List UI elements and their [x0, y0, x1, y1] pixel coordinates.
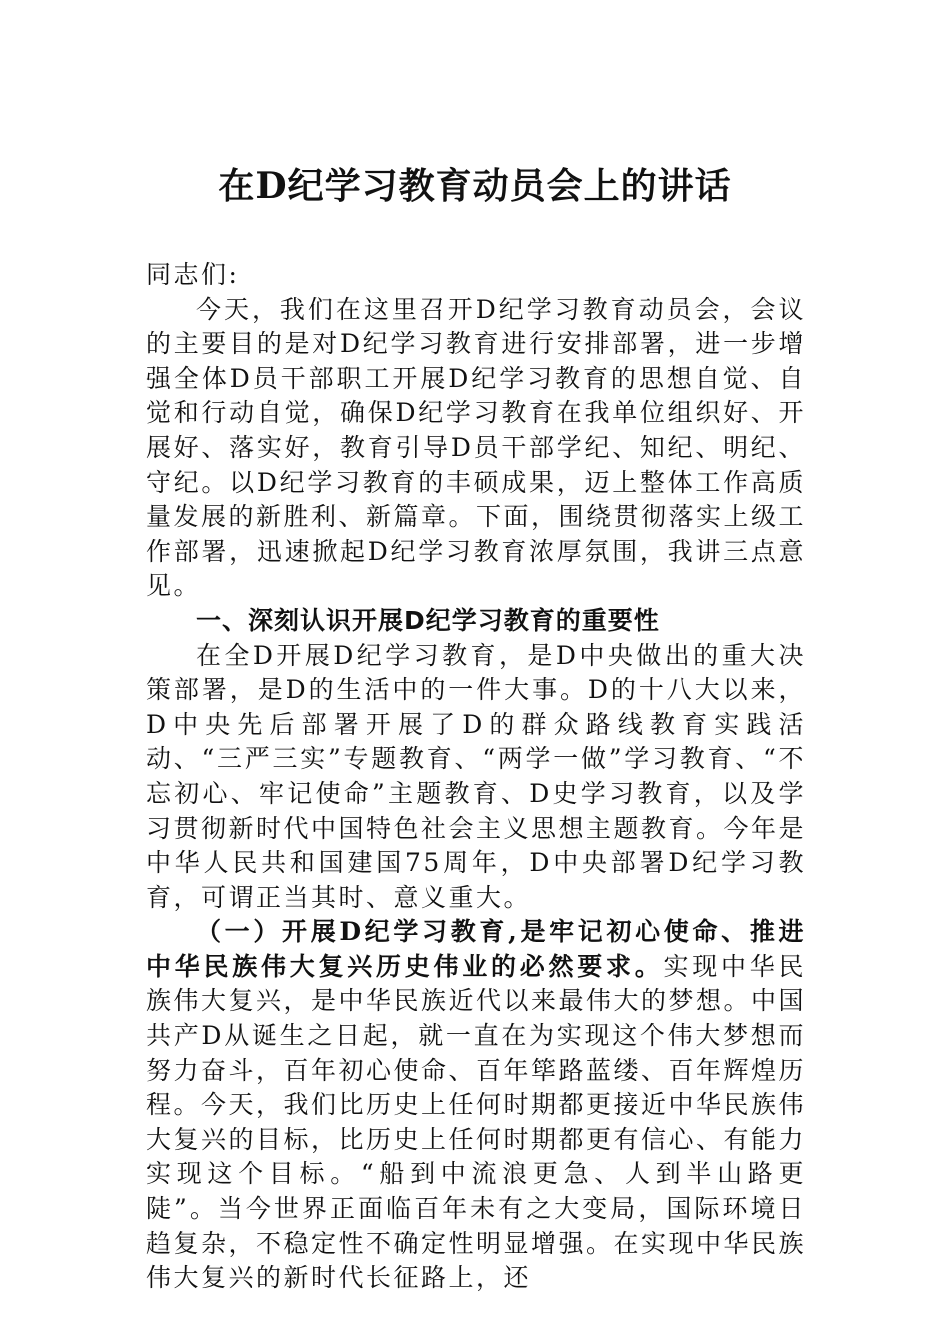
point-body: 实现中华民族伟大复兴，是中华民族近代以来最伟大的梦想。中国共产D从诞生之日起，就一直在为实现这个伟大梦想而努力奋斗，百年初心使命、百年筚路蓝缕、百年辉煌历程。今天，我们比历史上任何时期都更接近中华民族伟大复兴的目标，比历史上任何时期都更有信心、有能力实现这个目标。“船到中流浪更急、人到半山路更陡”。当今世界正面临百年未有之大变局，国际环境日趋复杂，不稳定性不确定性明显增强。在实现中华民族伟大复兴的新时代长征路上，还 — [146, 951, 807, 1293]
salutation: 同志们: — [146, 260, 240, 289]
document-title: 在D纪学习教育动员会上的讲话 — [218, 165, 732, 207]
opening-paragraph: 今天，我们在这里召开D纪学习教育动员会，会议的主要目的是对D纪学习教育进行安排部署，进一步增强全体D员干部职工开展D纪学习教育的思想自觉、自觉和行动自觉，确保D纪学习教育在我单位组织好、开展好、落实好，教育引导D员干部学纪、知纪、明纪、守纪。以D纪学习教育的丰硕成果，迈上整体工作高质量发展的新胜利、新篇章。下面，围绕贯彻落实上级工作部署，迅速掀起D纪学习教育浓厚氛围，我讲三点意见。 — [146, 294, 807, 601]
section-heading: 一、深刻认识开展D纪学习教育的重要性 — [196, 605, 660, 635]
point-heading: （一）开展D纪学习教育,是牢记初心使命、推进中华民族伟大复兴历史伟业的必然要求。 — [146, 917, 806, 981]
section-intro-paragraph: 在全D开展D纪学习教育，是D中央做出的重大决策部署，是D的生活中的一件大事。D的十八大以来，D中央先后部署开展了D的群众路线教育实践活动、“三严三实”专题教育、“两学一做”学习教育、“不忘初心、牢记使命”主题教育、D史学习教育，以及学习贯彻新时代中国特色社会主义思想主题教育。今年是中华人民共和国建国75周年，D中央部署D纪学习教育，可谓正当其时、意义重大。 — [146, 640, 807, 912]
point-paragraph — [146, 915, 806, 1296]
document-body — [146, 258, 806, 1296]
